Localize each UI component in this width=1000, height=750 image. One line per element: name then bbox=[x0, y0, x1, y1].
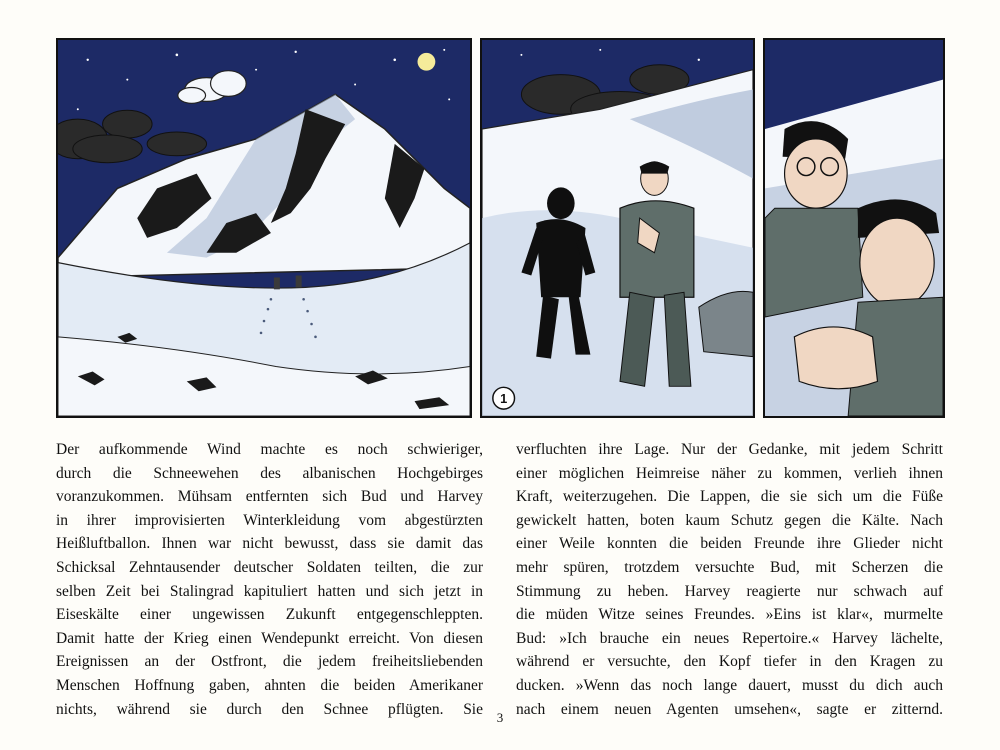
text-line: Kraft, weiterzugehen. Die Lappen, die sie sich um die Füße bbox=[516, 488, 943, 506]
text-line: in ihrer improvisierten Winterkleidung vom abgestürzten bbox=[56, 511, 483, 529]
mountain-landscape-illustration bbox=[58, 40, 470, 416]
text-line: Schicksal Zehntausender deutscher Soldaten teilten, die zur bbox=[56, 558, 483, 576]
text-line: gewickelt hatten, boten kaum Schutz gegen die Kälte. Nach bbox=[516, 511, 943, 529]
text-line: voranzukommen. Mühsam entfernten sich Bud und Harvey bbox=[56, 488, 483, 506]
text-line: Heißluftballon. Ihnen war nicht bewusst, dass sie damit das bbox=[56, 535, 483, 553]
comic-panel-3 bbox=[763, 38, 945, 418]
text-line: die müden Witze seines Freundes. »Eins ist klar«, murmelte bbox=[516, 606, 943, 624]
text-line: verfluchten ihre Lage. Nur der Gedanke, mit jedem Schritt bbox=[516, 441, 943, 458]
text-line: nichts, während sie durch den Schnee pflügten. Sie bbox=[56, 700, 483, 718]
text-line: Stimmung zu heben. Harvey reagierte nur schwach auf bbox=[516, 582, 943, 600]
text-line: Eiseskälte einer ungewissen Zukunft entgegenschleppten. bbox=[56, 606, 483, 624]
text-line: Bud: »Ich brauche ein neues Repertoire.« Harvey lächelte, bbox=[516, 629, 943, 647]
text-line: Damit hatte der Krieg einen Wendepunkt erreicht. Von diesen bbox=[56, 629, 483, 647]
text-line: mehr spüren, trotzdem versuchte Bud, mit Scherzen die bbox=[516, 558, 943, 576]
page-number: 3 bbox=[496, 710, 504, 725]
text-column-right bbox=[516, 438, 943, 721]
moon-icon bbox=[418, 53, 436, 71]
text-line: Menschen Hoffnung gaben, ahnten die beiden Amerikaner bbox=[56, 676, 483, 694]
text-line: selben Zeit bei Stalingrad kapituliert hatten und sich jetzt in bbox=[56, 582, 483, 600]
walking-figures-illustration bbox=[482, 40, 753, 416]
comic-panel-2 bbox=[480, 38, 755, 418]
text-line: Ereignissen an der Ostfront, die jedem freiheitsliebenden bbox=[56, 653, 483, 671]
text-line: nach einem neuen Agenten umsehen«, sagte er zitternd. bbox=[516, 700, 943, 718]
text-line: einer möglichen Heimreise näher zu kommen, verlieh ihnen bbox=[516, 464, 943, 482]
comic-panel-1 bbox=[56, 38, 472, 418]
text-column-left bbox=[56, 438, 483, 721]
close-up-faces-illustration bbox=[765, 40, 943, 416]
text-line: durch die Schneewehen des albanischen Hochgebirges bbox=[56, 464, 483, 482]
text-line: während er versuchte, den Kopf tiefer in den Kragen zu bbox=[516, 653, 943, 671]
text-line: ducken. »Wenn das noch lange dauert, musst du dich auch bbox=[516, 676, 943, 694]
hand-icon bbox=[794, 327, 877, 389]
text-line: Der aufkommende Wind machte es noch schwieriger, bbox=[56, 441, 483, 458]
panel-number-label: 1 bbox=[500, 391, 508, 407]
text-line: einer Weile konnten die beiden Freunde ihre Glieder nicht bbox=[516, 535, 943, 553]
